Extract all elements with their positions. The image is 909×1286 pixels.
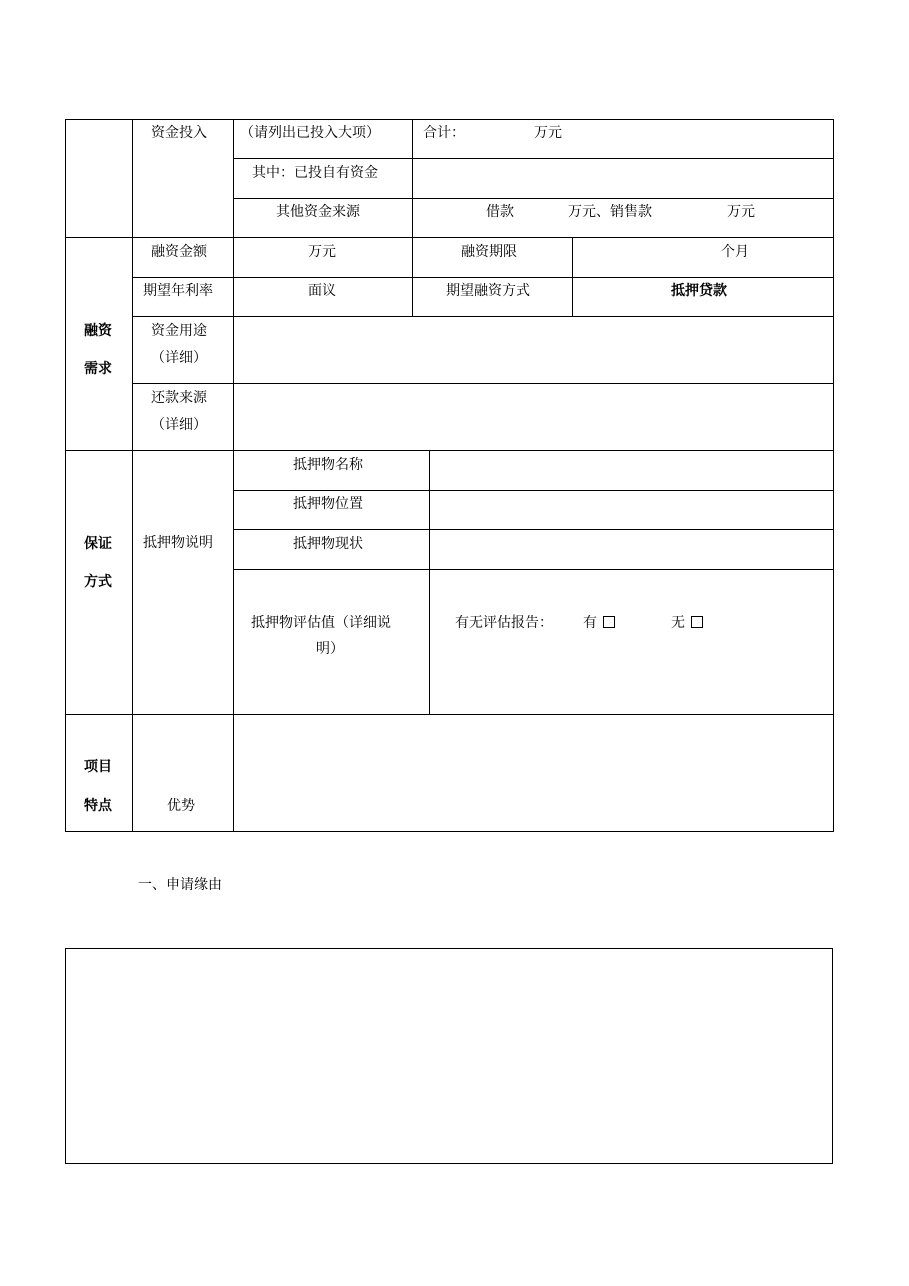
repay-detail-field[interactable]: [234, 384, 833, 450]
reason-textbox[interactable]: [65, 948, 833, 1164]
funds-total-unit: 万元: [534, 125, 562, 141]
valuation-label-line1: 抵押物评估值（详细说: [251, 615, 391, 631]
project-section-title-2: 特点: [84, 798, 112, 814]
report-label: 有无评估报告：: [455, 615, 553, 631]
funds-total-label: 合计：: [423, 125, 465, 141]
report-yes-checkbox[interactable]: [603, 616, 615, 628]
collateral-status-field[interactable]: [430, 530, 833, 569]
row-divider: [65, 237, 834, 238]
collateral-desc-label: 抵押物说明: [143, 535, 213, 551]
rate-value: 面议: [308, 283, 336, 299]
row-divider: [132, 277, 834, 278]
row-divider: [233, 198, 834, 199]
table-border-bottom: [65, 831, 834, 832]
loan-unit-sales-label: 万元、销售款: [568, 204, 652, 220]
project-section-title-1: 项目: [84, 759, 112, 775]
table-border-left: [65, 119, 66, 832]
reason-heading: 一、申请缘由: [138, 877, 222, 893]
collateral-status-label: 抵押物现状: [293, 536, 363, 552]
term-label: 融资期限: [461, 244, 517, 260]
report-yes-label: 有: [583, 615, 597, 631]
other-sources-label: 其他资金来源: [276, 204, 360, 220]
funds-label: 资金投入: [151, 125, 207, 141]
method-value: 抵押贷款: [671, 283, 727, 299]
col-divider: [132, 119, 133, 832]
table-border-right: [833, 119, 834, 832]
rate-label: 期望年利率: [143, 283, 213, 299]
guarantee-section-title-2: 方式: [84, 574, 112, 590]
use-detail-field[interactable]: [234, 317, 833, 383]
repay-label-line2: （详细）: [151, 417, 207, 433]
own-funds-field[interactable]: [413, 159, 833, 198]
collateral-name-field[interactable]: [430, 451, 833, 490]
row-divider: [233, 569, 834, 570]
table-border-top: [65, 119, 834, 120]
financing-section-title-2: 需求: [84, 361, 112, 377]
sales-unit: 万元: [727, 204, 755, 220]
repay-label-line1: 还款来源: [151, 390, 207, 406]
funds-list-hint: （请列出已投入大项）: [240, 125, 380, 141]
advantage-label: 优势: [167, 798, 195, 814]
financing-section-title-1: 融资: [84, 323, 112, 339]
own-funds-label: 其中：已投自有资金: [252, 165, 378, 181]
col-divider: [412, 119, 413, 317]
guarantee-section-title-1: 保证: [84, 536, 112, 552]
collateral-name-label: 抵押物名称: [293, 457, 363, 473]
loan-label: 借款: [486, 204, 514, 220]
amount-label: 融资金额: [151, 244, 207, 260]
amount-unit: 万元: [308, 244, 336, 260]
method-label: 期望融资方式: [446, 283, 530, 299]
use-label-line1: 资金用途: [151, 323, 207, 339]
collateral-location-label: 抵押物位置: [293, 496, 363, 512]
valuation-label-line2: 明）: [316, 641, 344, 657]
report-no-option[interactable]: [671, 614, 703, 632]
collateral-location-field[interactable]: [430, 491, 833, 529]
col-divider: [572, 237, 573, 317]
report-yes-option[interactable]: [583, 614, 615, 632]
term-unit: 个月: [721, 244, 749, 260]
use-label-line2: （详细）: [151, 350, 207, 366]
report-no-label: 无: [671, 615, 685, 631]
report-no-checkbox[interactable]: [691, 616, 703, 628]
advantage-field[interactable]: [234, 715, 833, 831]
